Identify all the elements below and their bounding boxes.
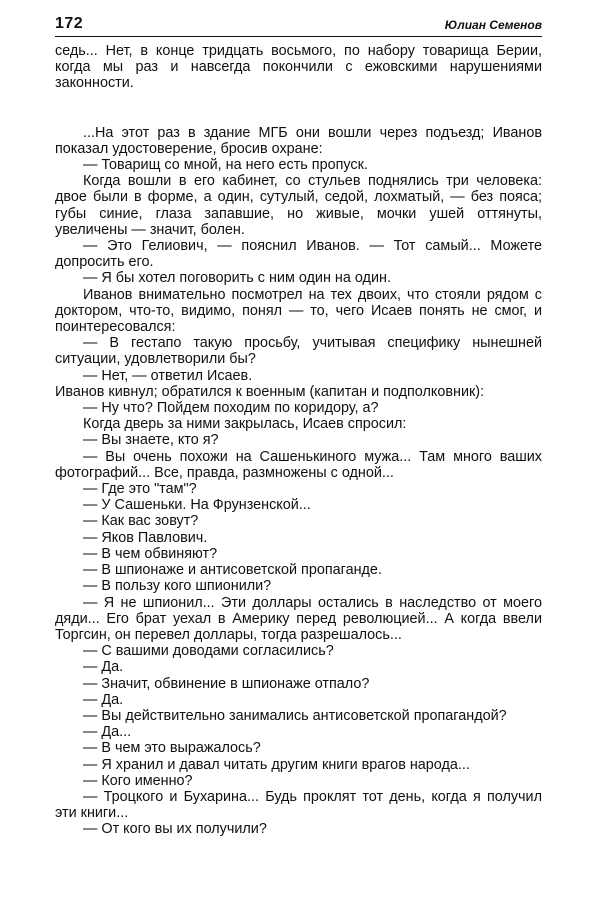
paragraph: — От кого вы их получили? bbox=[83, 821, 267, 838]
paragraph: — Вы очень похожи на Сашенькиного мужа... Там много ваших фотографий... Все, правда, размножены с одной... bbox=[55, 448, 542, 481]
paragraph: Когда дверь за ними закрылась, Исаев спросил: bbox=[83, 416, 407, 433]
paragraph: — В чем обвиняют? bbox=[83, 545, 218, 562]
paragraph: — В гестапо такую просьбу, учитывая специфику нынешней ситуации, удовлетворили бы? bbox=[55, 335, 542, 368]
paragraph: — Значит, обвинение в шпионаже отпало? bbox=[83, 675, 370, 692]
paragraph: — Да. bbox=[83, 691, 124, 708]
running-title: Юлиан Семенов bbox=[444, 18, 542, 32]
paragraph: — Кого именно? bbox=[83, 772, 193, 789]
paragraph: — Вы знаете, кто я? bbox=[83, 432, 219, 449]
paragraph: — Товарищ со мной, на него есть пропуск. bbox=[83, 157, 368, 174]
paragraph: — Это Гелиович, — пояснил Иванов. — Тот самый... Можете допросить его. bbox=[55, 238, 542, 271]
paragraph: — Да. bbox=[83, 659, 124, 676]
paragraph: седь... Нет, в конце тридцать восьмого, по набору товарища Берии, когда мы раз и навсегда покончили с ежовскими нарушениями законности. bbox=[55, 43, 542, 92]
paragraph: — С вашими доводами согласились? bbox=[83, 643, 334, 660]
paragraph: — Как вас зовут? bbox=[83, 513, 199, 530]
paragraph: — Я не шпионил... Эти доллары остались в наследство от моего дяди... Его брат уехал в Америку перед революцией... А когда ввели Торгсин, он перевел доллары, тогда разрешалось... bbox=[55, 594, 542, 643]
page-header bbox=[55, 14, 542, 37]
book-page bbox=[55, 14, 542, 838]
page-number: 172 bbox=[55, 15, 84, 32]
paragraph: Иванов кивнул; обратился к военным (капитан и подполковник): bbox=[55, 383, 485, 400]
paragraph: — Вы действительно занимались антисоветской пропагандой? bbox=[83, 707, 507, 724]
paragraph: — Троцкого и Бухарина... Будь проклят тот день, когда я получил эти книги... bbox=[55, 788, 542, 822]
paragraph: — Да... bbox=[83, 724, 132, 741]
paragraph: — Где это "там"? bbox=[83, 481, 197, 498]
paragraph: — В пользу кого шпионили? bbox=[83, 578, 272, 595]
body-text bbox=[55, 43, 542, 838]
paragraph: — В чем это выражалось? bbox=[83, 740, 261, 757]
paragraph: — Я бы хотел поговорить с ним один на один. bbox=[83, 270, 391, 287]
paragraph: — Ну что? Пойдем походим по коридору, а? bbox=[83, 400, 379, 417]
paragraph: Когда вошли в его кабинет, со стульев поднялись три человека: двое были в форме, а один, сутулый, седой, лохматый, — без пояса; губы синие, глаза запавшие, но живые, мочки ушей оттянуты, увеличены — значит, болен. bbox=[55, 173, 542, 238]
paragraph: — Я хранил и давал читать другим книги врагов народа... bbox=[83, 756, 470, 773]
paragraph: ...На этот раз в здание МГБ они вошли через подъезд; Иванов показал удостоверение, бросив охране: bbox=[55, 124, 542, 157]
paragraph: — В шпионаже и антисоветской пропаганде. bbox=[83, 562, 382, 579]
paragraph: Иванов внимательно посмотрел на тех двоих, что стояли рядом с доктором, что-то, видимо, понял — то, чего Исаев понять не смог, и поинтересовался: bbox=[55, 286, 542, 336]
paragraph: — Нет, — ответил Исаев. bbox=[83, 367, 253, 384]
paragraph: — У Сашеньки. На Фрунзенской... bbox=[83, 497, 311, 514]
paragraph: — Яков Павлович. bbox=[83, 529, 208, 546]
